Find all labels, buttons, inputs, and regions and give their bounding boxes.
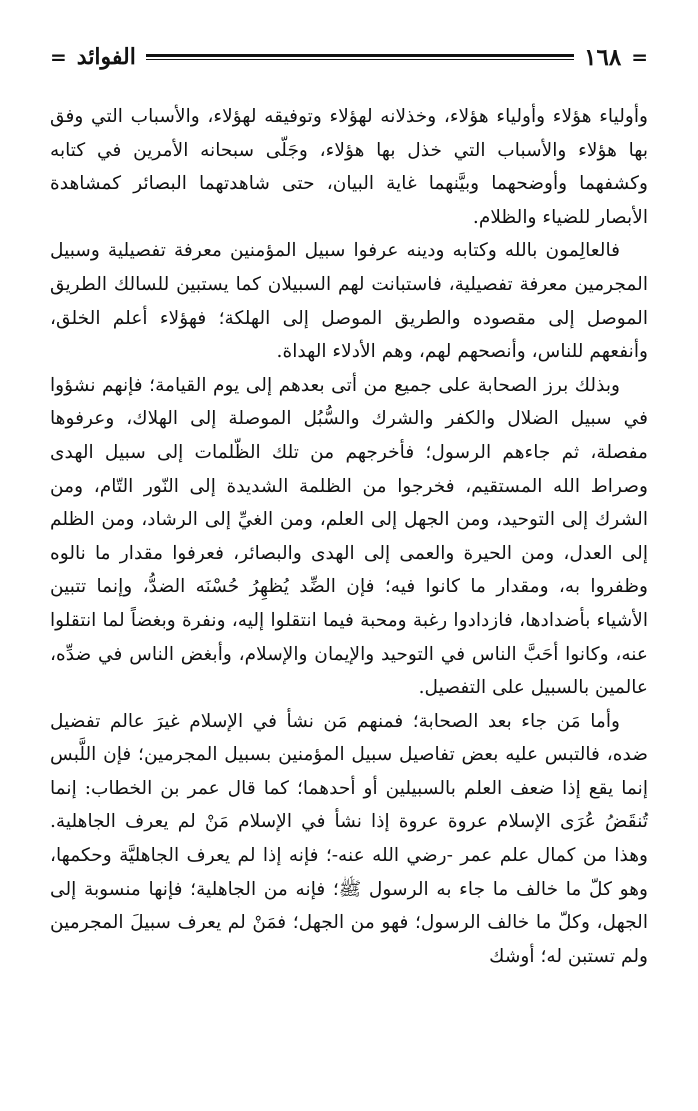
header-dash-right: = xyxy=(631,45,648,69)
page-number: ١٦٨ xyxy=(584,43,622,71)
header-rule xyxy=(146,54,574,60)
page-body xyxy=(50,100,648,973)
book-title: الفوائد xyxy=(76,44,136,70)
paragraph-2: فالعالِمون بالله وكتابه ودينه عرفوا سبيل المؤمنين معرفة تفصيلية وسبيل المجرمين معرفة تفصيلية، فاستبانت لهم السبيلان كما يستبين للسالك الطريق الموصل إلى مقصوده والطريق الموصل إلى الهلكة؛ فهؤلاء أعلم الخلق، وأنفعهم للناس، وأنصحهم لهم، وهم الأدلاء الهداة. xyxy=(50,240,648,363)
header-dash-left: = xyxy=(50,45,67,69)
running-header xyxy=(50,40,648,74)
paragraph-1: وأولياء هؤلاء وأولياء هؤلاء، وخذلانه لهؤلاء وتوفيقه لهؤلاء، والأسباب التي وفق بها هؤلاء والأسباب التي خذل بها هؤلاء، وجَلّى سبحانه الأمرين في كتابه وكشفهما وأوضحهما وبيَّنهما غاية البيان، حتى شاهدتهما البصائر كمشاهدة الأبصار للضياء والظلام. xyxy=(50,106,648,228)
paragraph-3: وبذلك برز الصحابة على جميع من أتى بعدهم إلى يوم القيامة؛ فإنهم نشؤوا في سبيل الضلال والكفر والشرك والسُّبُل الموصلة إلى الهلاك، وعرفوها مفصلة، ثم جاءهم الرسول؛ فأخرجهم من تلك الظّلمات إلى سبيل الهدى وصراط الله المستقيم، فخرجوا من الظلمة الشديدة إلى النّور التّام، ومن الشرك إلى التوحيد، ومن الجهل إلى العلم، ومن الغيِّ إلى الرشاد، ومن الظلم إلى العدل، ومن الحيرة والعمى إلى الهدى والبصائر، فعرفوا مقدار ما نالوه وظفروا به، ومقدار ما كانوا فيه؛ فإن الضِّد يُظهِرُ حُسْنَه الضدُّ، وإنما تتبين الأشياء بأضدادها، فازدادوا رغبة ومحبة فيما انتقلوا إليه، ونفرة وبغضاً لما انتقلوا عنه، وكانوا أحَبَّ الناس في التوحيد والإيمان والإسلام، وأبغض الناس في ضدِّه، عالمين بالسبيل على التفصيل. xyxy=(50,374,648,699)
paragraph-4: وأما مَن جاء بعد الصحابة؛ فمنهم مَن نشأ في الإسلام غيرَ عالم تفضيل ضده، فالتبس عليه بعض تفاصيل سبيل المؤمنين بسبيل المجرمين؛ فإن اللَّبس إنما يقع إذا ضعف العلم بالسبيلين أو أحدهما؛ كما قال عمر بن الخطاب: إنما تُنقَضُ عُرَى الإسلام عروة عروة إذا نشأ في الإسلام مَنْ لم يعرف الجاهلية. وهذا من كمال علم عمر -رضي الله عنه-؛ فإنه إذا لم يعرف الجاهليَّة وحكمها، وهو كلّ ما خالف ما جاء به الرسول ﷺ؛ فإنه من الجاهلية؛ فإنها منسوبة إلى الجهل، وكلّ ما خالف الرسول؛ فهو من الجهل؛ فمَنْ لم يعرف سبيلَ المجرمين ولم تستبن له؛ أوشك xyxy=(50,710,648,967)
